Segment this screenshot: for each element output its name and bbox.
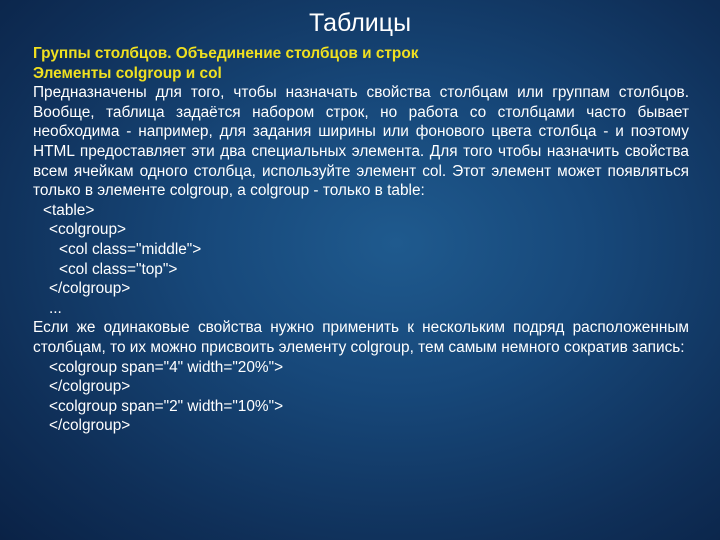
code-line-colgroup-span4: <colgroup span="4" width="20%"> [49,358,284,376]
code-line-colgroup-open: <colgroup> [49,221,127,239]
code-line-ellipsis: ... [49,299,62,317]
code-line-col-top: <col class="top"> [59,260,178,278]
code-line-colgroup-close: </colgroup> [49,280,131,298]
slide-content [33,44,689,436]
code-line-colgroup-close-1: </colgroup> [49,378,131,396]
code-line-colgroup-close-2: </colgroup> [49,417,131,435]
paragraph-intro: Предназначены для того, чтобы назначать свойства столбцам или группам столбцов. Вообще, таблица задаётся набором строк, но работа со столбцами часто бывает необходима - например, для задания ширины или фонового цвета столбца - и поэтому HTML предоставляет эти два специальных элемента. Для того чтобы назначить свойства всем ячейкам одного столбца, используйте элемент col. Этот элемент может появляться только в элементе colgroup, а colgroup - только в table: [33,84,689,200]
subheading-column-groups: Группы столбцов. Объединение столбцов и строк [33,45,419,62]
subheading-colgroup-col: Элементы colgroup и col [33,64,222,82]
code-line-table: <table> [43,201,95,219]
code-line-colgroup-span2: <colgroup span="2" width="10%"> [49,397,284,415]
code-line-col-middle: <col class="middle"> [59,240,202,258]
paragraph-colgroup: Если же одинаковые свойства нужно применить к нескольким подряд расположенным столбцам, то их можно присвоить элементу colgroup, тем самым немного сократив запись: [33,319,689,356]
slide-title: Таблицы [308,9,412,37]
